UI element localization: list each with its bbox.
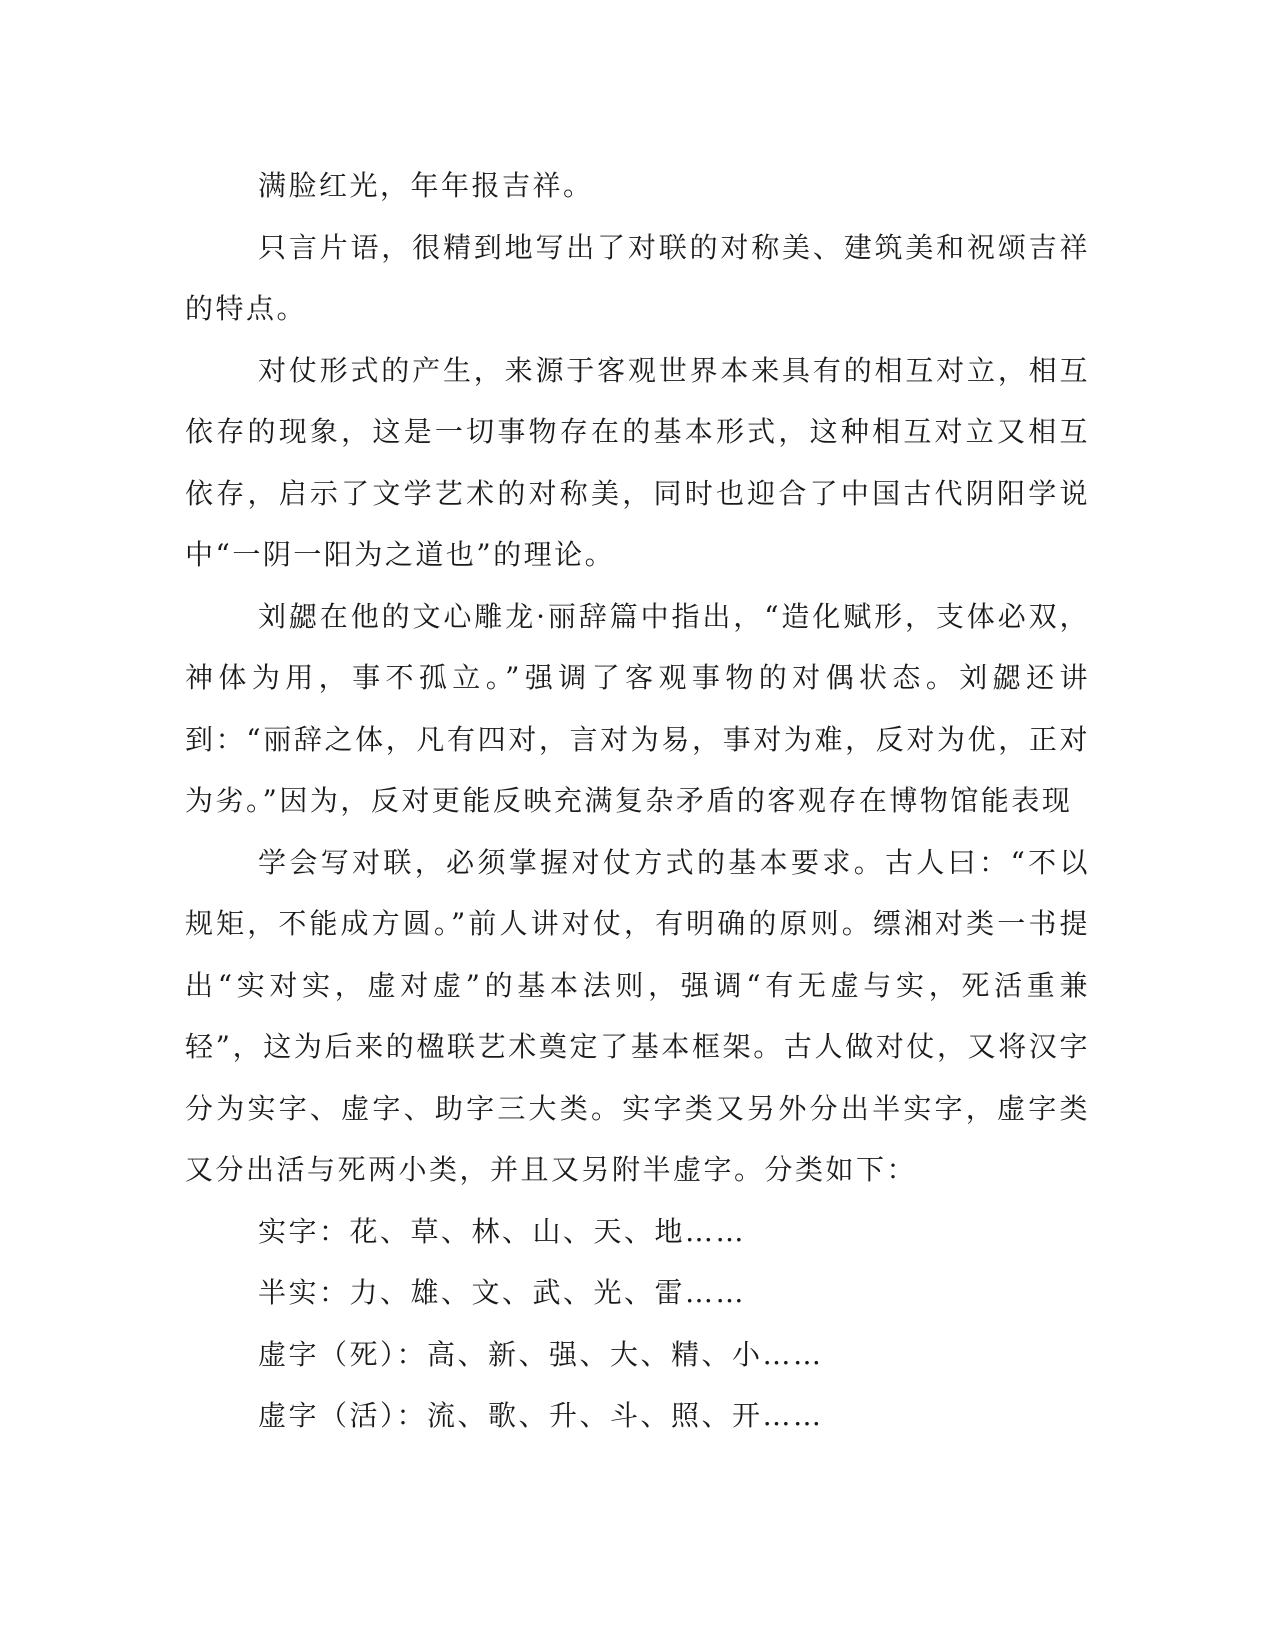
paragraph: 满脸红光，年年报吉祥。: [258, 169, 594, 202]
paragraph: 刘勰在他的文心雕龙·丽辞篇中指出，“造化赋形，支体必双，神体为用，事不孤立。”强调了客观事物的对偶状态。刘勰还讲到：“丽辞之体，凡有四对，言对为易，事对为难，反对为优，正对为劣。”因为，反对更能反映充满复杂矛盾的客观存在博物馆能表现: [185, 599, 1090, 817]
list-item: 虚字（死）：高、新、强、大、精、小……: [258, 1337, 824, 1371]
list-item: 半实：力、雄、文、武、光、雷……: [258, 1276, 747, 1309]
list-item: 虚字（活）：流、歌、升、斗、照、开……: [258, 1399, 824, 1432]
paragraph: 学会写对联，必须掌握对仗方式的基本要求。古人曰：“不以规矩，不能成方圆。”前人讲对仗，有明确的原则。缥湘对类一书提出“实对实，虚对虚”的基本法则，强调“有无虚与实，死活重兼轻”，这为后来的楹联艺术奠定了基本框架。古人做对仗，又将汉字分为实字、虚字、助字三大类。实字类又另外分出半实字，虚字类又分出活与死两小类，并且又另附半虚字。分类如下：: [185, 845, 1090, 1186]
document-body: [185, 155, 1090, 1447]
paragraph: 对仗形式的产生，来源于客观世界本来具有的相互对立，相互依存的现象，这是一切事物存在的基本形式，这种相互对立又相互依存，启示了文学艺术的对称美，同时也迎合了中国古代阴阳学说中“一阴一阳为之道也”的理论。: [185, 353, 1090, 571]
list-item: 实字：花、草、林、山、天、地……: [258, 1214, 747, 1248]
paragraph: 只言片语，很精到地写出了对联的对称美、建筑美和祝颂吉祥的特点。: [185, 230, 1090, 325]
